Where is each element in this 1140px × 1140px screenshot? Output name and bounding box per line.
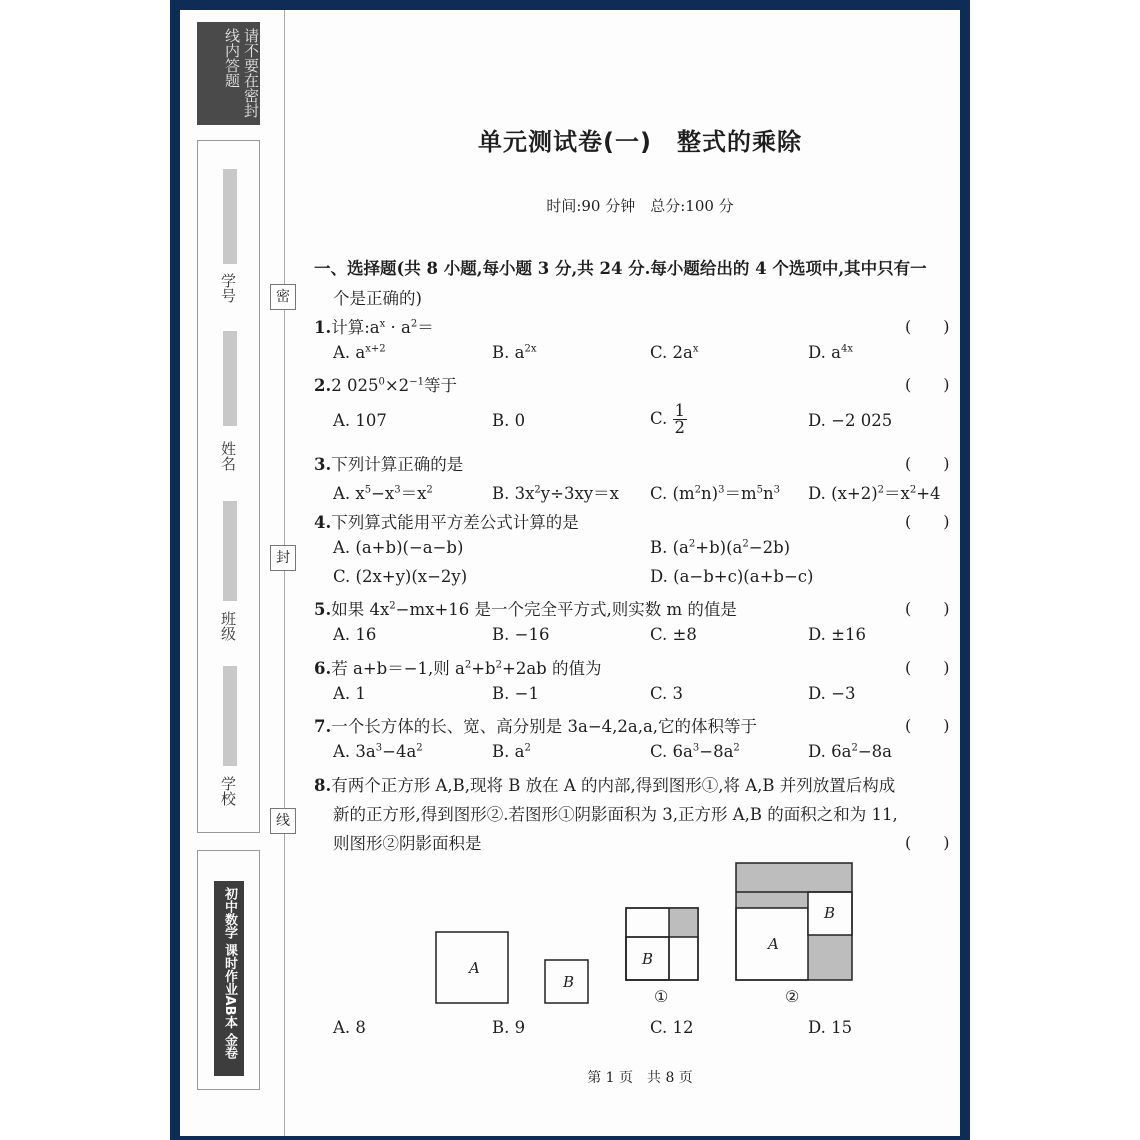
- answer-blank-1[interactable]: ( ): [905, 317, 950, 336]
- q7-option-b[interactable]: B. $a^2$: [492, 742, 531, 761]
- q7-option-d[interactable]: D. $6a^2-8a$: [808, 742, 893, 761]
- svg-text:B: B: [824, 904, 836, 922]
- q4-option-c[interactable]: C. (2x+y)(x−2y): [333, 567, 468, 586]
- q5-option-c[interactable]: C. ±8: [650, 625, 697, 644]
- question-7: 7.一个长方体的长、宽、高分别是 3a−4,2a,a,它的体积等于: [314, 717, 758, 736]
- q7-option-c[interactable]: C. $6a^3-8a^2$: [650, 742, 740, 761]
- section-heading-line2: 个是正确的): [333, 289, 422, 308]
- student-id-label: 学号: [219, 273, 237, 303]
- q8-option-d[interactable]: D. 15: [808, 1018, 853, 1037]
- q6-option-c[interactable]: C. 3: [650, 684, 684, 703]
- q5-option-b[interactable]: B. −16: [492, 625, 550, 644]
- q1-option-a[interactable]: A. $a^{x+2}$: [333, 343, 386, 362]
- square-figures: [420, 855, 870, 1015]
- class-field[interactable]: [223, 501, 237, 601]
- q7-option-a[interactable]: A. $3a^3-4a^2$: [333, 742, 423, 761]
- figure2-caption: ②: [785, 987, 800, 1006]
- section-heading: [314, 255, 927, 279]
- q4-option-a[interactable]: A. (a+b)(−a−b): [333, 538, 464, 557]
- page-number: 第 1 页 共 8 页: [587, 1070, 693, 1086]
- q3-option-c[interactable]: C. $(m^2n)^3=m^5n^3$: [650, 484, 780, 503]
- answer-blank-5[interactable]: ( ): [905, 599, 950, 618]
- answer-blank-4[interactable]: ( ): [905, 512, 950, 531]
- question-8: 8.有两个正方形 A,B,现将 B 放在 A 的内部,得到图形①,将 A,B 并列放置后构成: [314, 776, 896, 795]
- seal-mark-mi: 密: [270, 284, 296, 310]
- seal-line: [284, 10, 285, 1136]
- question-2: 2.2 $025^0\times 2^{-1}$等于: [314, 376, 457, 395]
- q6-option-b[interactable]: B. −1: [492, 684, 539, 703]
- answer-blank-6[interactable]: ( ): [905, 658, 950, 677]
- question-8-line3: 则图形②阴影面积是: [333, 834, 482, 853]
- q6-option-d[interactable]: D. −3: [808, 684, 856, 703]
- q2-option-a[interactable]: A. 107: [333, 411, 387, 430]
- school-label: 学校: [219, 776, 237, 806]
- question-8-line2: 新的正方形,得到图形②.若图形①阴影面积为 3,正方形 A,B 的面积之和为 11,: [333, 805, 898, 824]
- answer-blank-8[interactable]: ( ): [905, 833, 950, 852]
- name-field[interactable]: [223, 331, 237, 426]
- question-5: 5.如果 $4x^2-mx+16$ 是一个完全平方式,则实数 m 的值是: [314, 600, 737, 619]
- q5-option-a[interactable]: A. 16: [333, 625, 377, 644]
- q3-option-d[interactable]: D. $(x+2)^2=x^2+4$: [808, 484, 941, 503]
- answer-blank-7[interactable]: ( ): [905, 716, 950, 735]
- square-a-label: A: [469, 959, 480, 977]
- q8-option-c[interactable]: C. 12: [650, 1018, 694, 1037]
- page-title: 单元测试卷(一) 整式的乘除: [478, 128, 802, 156]
- section-heading-line1: 一、选择题(共 8 小题,每小题 3 分,共 24 分.每小题给出的 4 个选项中,其中只有一: [314, 259, 927, 278]
- question-6: 6.若 a+b＝−1,则 $a^2+b^2+2ab$ 的值为: [314, 659, 602, 678]
- q4-option-b[interactable]: B. $(a^2+b)(a^2-2b)$: [650, 538, 791, 557]
- q1-option-b[interactable]: B. $a^{2x}$: [492, 343, 537, 362]
- square-b-label: B: [563, 973, 575, 991]
- q3-option-a[interactable]: A. $x^5-x^3=x^2$: [333, 484, 433, 503]
- class-label: 班级: [219, 611, 237, 641]
- name-label: 姓名: [219, 441, 237, 471]
- svg-text:B: B: [642, 950, 654, 968]
- question-3: 3.下列计算正确的是: [314, 455, 464, 474]
- q1-option-c[interactable]: C. $2a^x$: [650, 343, 699, 362]
- question-1: 1.计算$:a^x \cdot a^2=$: [314, 318, 434, 337]
- q4-option-d[interactable]: D. (a−b+c)(a+b−c): [650, 567, 814, 586]
- seal-notice: 请不要在密封线内答题: [197, 22, 260, 125]
- q2-option-d[interactable]: D. −2 025: [808, 411, 893, 430]
- student-info-box: [197, 140, 260, 833]
- student-id-field[interactable]: [223, 169, 237, 264]
- svg-text:A: A: [768, 935, 779, 953]
- brand-logo: [197, 850, 260, 1090]
- q6-option-a[interactable]: A. 1: [333, 684, 366, 703]
- question-4: 4.下列算式能用平方差公式计算的是: [314, 513, 579, 532]
- q8-option-a[interactable]: A. 8: [333, 1018, 366, 1037]
- q1-option-d[interactable]: D. $a^{4x}$: [808, 343, 853, 362]
- school-field[interactable]: [223, 666, 237, 766]
- answer-blank-3[interactable]: ( ): [905, 454, 950, 473]
- figure1-caption: ①: [654, 987, 669, 1006]
- q3-option-b[interactable]: B. $3x^2y\div 3xy=x$: [492, 484, 619, 503]
- answer-blank-2[interactable]: ( ): [905, 375, 950, 394]
- seal-mark-feng: 封: [270, 545, 296, 571]
- figure1-shade: [669, 908, 698, 937]
- q2-option-b[interactable]: B. 0: [492, 411, 526, 430]
- brand-logo-text: 初中数学 课时作业AB本 金卷: [222, 887, 237, 1060]
- seal-mark-xian: 线: [270, 808, 296, 834]
- q5-option-d[interactable]: D. ±16: [808, 625, 866, 644]
- exam-meta: 时间:90 分钟 总分:100 分: [546, 197, 734, 215]
- q2-option-c[interactable]: C. $\frac{1}{2}$: [650, 401, 686, 437]
- q8-option-b[interactable]: B. 9: [492, 1018, 526, 1037]
